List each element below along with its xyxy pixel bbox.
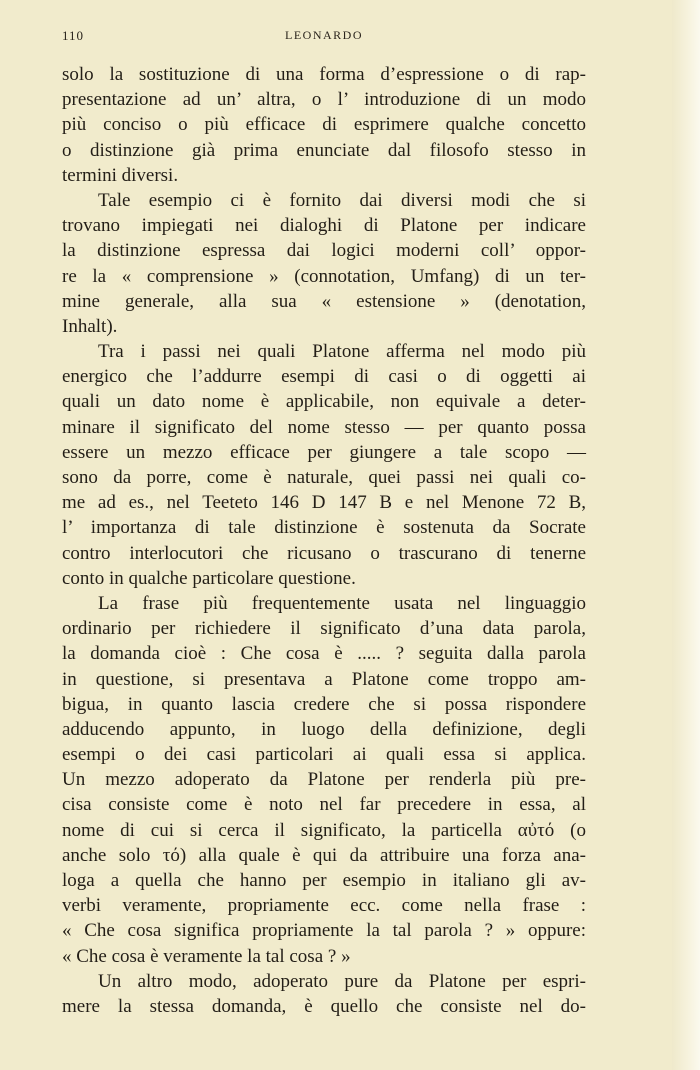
- text-line: anche solo τό) alla quale è qui da attribuire una forza ana-: [62, 844, 586, 866]
- text-line: mine generale, alla sua « estensione » (denotation,: [62, 290, 586, 312]
- text-line: in questione, si presentava a Platone come troppo am-: [62, 668, 586, 690]
- text-line: Inhalt).: [62, 315, 118, 337]
- text-line: ordinario per richiedere il significato d’una data parola,: [62, 618, 586, 640]
- running-head: LEONARDO: [285, 28, 363, 42]
- text-line: presentazione ad un’ altra, o l’ introduzione di un modo: [62, 89, 586, 111]
- text-line: nome di cui si cerca il significato, la particella αὐτό (o: [62, 819, 586, 841]
- text-line: la domanda cioè : Che cosa è ..... ? seguita dalla parola: [62, 643, 586, 665]
- text-line: mere la stessa domanda, è quello che consiste nel do-: [62, 995, 586, 1017]
- text-line: contro interlocutori che ricusano o trascurano di tenerne: [62, 542, 586, 564]
- text-line: Tra i passi nei quali Platone afferma nel modo più: [98, 341, 586, 363]
- text-line: solo la sostituzione di una forma d’espressione o di rap-: [62, 64, 586, 85]
- page-edge: [672, 0, 700, 1070]
- page-number: 110: [62, 28, 85, 43]
- text-line: trovano impiegati nei dialoghi di Platone per indicare: [62, 215, 586, 237]
- text-line: sono da porre, come è naturale, quei passi nei quali co-: [62, 467, 586, 488]
- text-line: minare il significato del nome stesso — per quanto possa: [62, 416, 586, 438]
- text-line: essere un mezzo efficace per giungere a tale scopo —: [62, 441, 586, 463]
- text-line: cisa consiste come è noto nel far precedere in essa, al: [62, 794, 586, 816]
- text-line: « Che cosa è veramente la tal cosa ? »: [62, 945, 351, 967]
- text-line: esempi o dei casi particolari ai quali essa si applica.: [62, 744, 586, 766]
- text-line: Un altro modo, adoperato pure da Platone per espri-: [98, 970, 586, 992]
- paragraph: [62, 969, 586, 1019]
- page-header: [62, 28, 586, 48]
- text-line: più conciso o più efficace di esprimere qualche concetto: [62, 114, 586, 136]
- text-line: verbi veramente, propriamente ecc. come nella frase :: [62, 895, 586, 917]
- body-text: [62, 62, 586, 1019]
- paragraph: [62, 591, 586, 969]
- text-line: la distinzione espressa dai logici moderni coll’ oppor-: [62, 240, 586, 262]
- text-line: Un mezzo adoperato da Platone per renderla più pre-: [62, 769, 586, 791]
- text-line: conto in qualche particolare questione.: [62, 567, 356, 589]
- text-line: quali un dato nome è applicabile, non equivale a deter-: [62, 391, 586, 413]
- text-line: termini diversi.: [62, 164, 179, 186]
- text-line: loga a quella che hanno per esempio in italiano gli av-: [62, 870, 586, 891]
- text-line: re la « comprensione » (connotation, Umfang) di un ter-: [62, 265, 586, 287]
- text-line: l’ importanza di tale distinzione è sostenuta da Socrate: [62, 517, 586, 539]
- text-line: « Che cosa significa propriamente la tal parola ? » oppure:: [62, 920, 586, 942]
- paragraph: [62, 188, 586, 339]
- text-line: o distinzione già prima enunciate dal filosofo stesso in: [62, 139, 586, 161]
- text-line: La frase più frequentemente usata nel linguaggio: [98, 592, 586, 614]
- text-line: Tale esempio ci è fornito dai diversi modi che si: [98, 189, 586, 211]
- text-line: me ad es., nel Teeteto 146 D 147 B e nel Menone 72 B,: [62, 492, 586, 514]
- text-line: adducendo appunto, in luogo della definizione, degli: [62, 718, 586, 740]
- paragraph: [62, 62, 586, 188]
- text-line: bigua, in quanto lascia credere che si possa rispondere: [62, 693, 586, 715]
- text-line: energico che l’addurre esempi di casi o di oggetti ai: [62, 366, 586, 388]
- paragraph: [62, 339, 586, 591]
